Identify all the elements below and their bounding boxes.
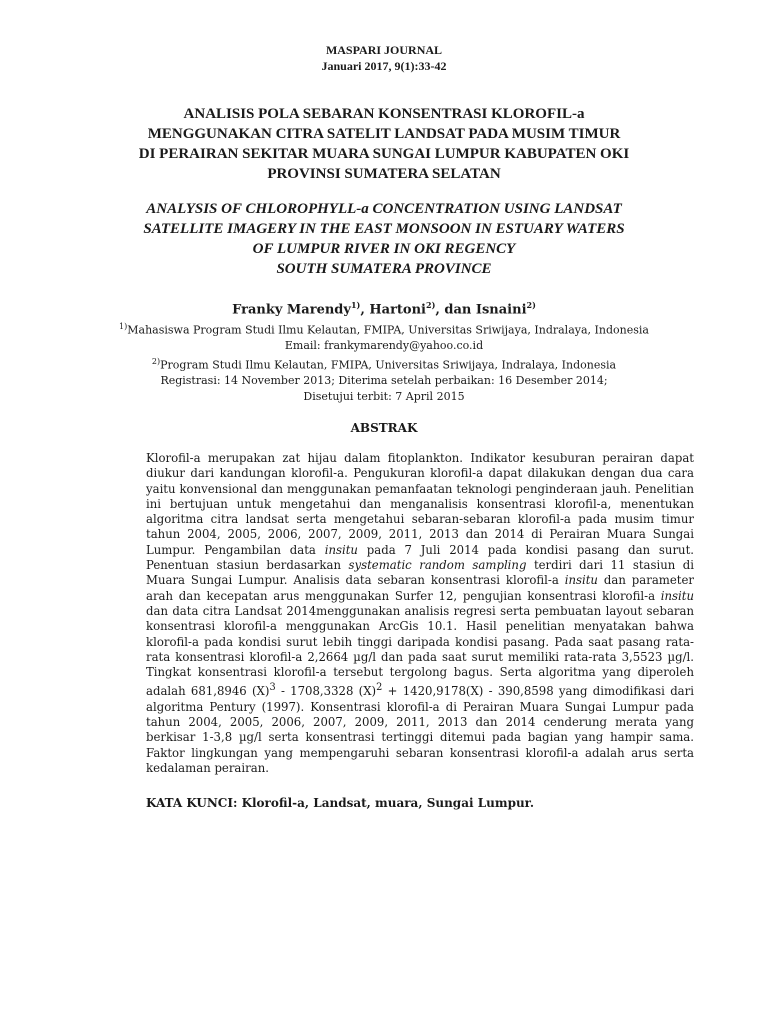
journal-issue: Januari 2017, 9(1):33-42: [321, 59, 447, 73]
title-line: ANALISIS POLA SEBARAN KONSENTRASI KLOROFIL-a: [183, 106, 585, 122]
affiliation-text: Program Studi Ilmu Kelautan, FMIPA, Universitas Sriwijaya, Indralaya, Indonesia: [160, 358, 617, 372]
title-line: MENGGUNAKAN CITRA SATELIT LANDSAT PADA MUSIM TIMUR: [147, 126, 621, 142]
abstract-text: + 1420,9178(X) - 390,8598 yang dimodifikasi dari algoritma Pentury (1997). Konsentrasi klorofil-a di Perairan Muara Sungai Lumpur pada tahun 2004, 2005, 2006, 2007, 2009, 2011, 2013 dan 2014 cenderung merata yang berkisar 1-3,8 µg/l serta konsentrasi tertinggi ditemui pada bagian yang hampir sama. Faktor lingkungan yang mempengaruhi sebaran konsentrasi klorofil-a adalah arus serta kedalaman perairan.: [146, 684, 694, 775]
author-affiliation-mark: 1): [350, 300, 361, 310]
affiliation-2: [60, 354, 708, 373]
affiliation-mark: 2): [151, 356, 161, 366]
title-line: OF LUMPUR RIVER IN OKI REGENCY: [252, 241, 516, 257]
affiliation-1: [60, 319, 708, 338]
abstract-text: dan parameter arah dan kecepatan arus menggunakan Surfer 12, pengujian konsentrasi klorofil-a: [146, 573, 694, 603]
title-english: [120, 199, 648, 279]
author-email: Email: frankymarendy@yahoo.co.id: [284, 339, 484, 353]
abstract-italic-term: insitu: [324, 542, 358, 557]
abstract-italic-term: insitu: [564, 573, 598, 588]
abstract-text: terdiri dari 11 stasiun di Muara Sungai Lumpur. Analisis data sebaran konsentrasi klorofil-a: [146, 558, 695, 588]
abstract-text: - 1708,3328 (X): [275, 684, 377, 699]
keywords: KATA KUNCI: Klorofil-a, Landsat, muara, Sungai Lumpur.: [146, 796, 535, 810]
exponent: 2: [376, 682, 383, 694]
author-affiliation-mark: 2): [426, 300, 436, 310]
abstract-italic-term: insitu: [660, 588, 694, 603]
title-indonesian: [120, 104, 648, 184]
journal-name: MASPARI JOURNAL: [325, 43, 443, 57]
author-name: , Hartoni: [360, 302, 426, 318]
author-affiliation-mark: 2): [526, 300, 536, 310]
approval-date: Disetujui terbit: 7 April 2015: [303, 389, 465, 403]
abstract-text: pada 7 Juli 2014 pada kondisi pasang dan surut. Penentuan stasiun berdasarkan: [146, 542, 694, 573]
author-name: Franky Marendy: [232, 302, 351, 318]
title-line: PROVINSI SUMATERA SELATAN: [267, 166, 501, 182]
abstract-heading: ABSTRAK: [350, 421, 418, 435]
authors-block: [60, 296, 708, 404]
title-line: DI PERAIRAN SEKITAR MUARA SUNGAI LUMPUR KABUPATEN OKI: [138, 146, 630, 162]
author-name: , dan Isnaini: [435, 302, 527, 318]
title-line: SATELLITE IMAGERY IN THE EAST MONSOON IN ESTUARY WATERS: [143, 221, 625, 237]
abstract-italic-term: systematic random sampling: [348, 558, 527, 573]
journal-header: [0, 42, 768, 74]
title-line: ANALYSIS OF CHLOROPHYLL-a CONCENTRATION USING LANDSAT: [146, 201, 622, 217]
affiliation-mark: 1): [119, 322, 128, 332]
author-list: [60, 296, 708, 319]
exponent: 3: [269, 682, 276, 694]
title-line: SOUTH SUMATERA PROVINCE: [276, 261, 492, 277]
abstract-body: [146, 451, 694, 776]
registration-dates: Registrasi: 14 November 2013; Diterima setelah perbaikan: 16 Desember 2014;: [160, 374, 608, 388]
abstract-text: Klorofil-a merupakan zat hijau dalam fitoplankton. Indikator kesuburan perairan dapat diukur dari kandungan klorofil-a. Pengukuran klorofil-a dapat dilakukan dengan dua cara yaitu konvensional dan menggunakan pemanfaatan teknologi penginderaan jauh. Penelitian ini bertujuan untuk mengetahui dan menganalisis konsentrasi klorofil-a, menentukan algoritma citra landsat serta mengetahui sebaran-sebaran klorofil-a pada musim timur tahun 2004, 2005, 2006, 2007, 2009, 2011, 2013 dan 2014 di Perairan Muara Sungai Lumpur. Pengambilan data: [146, 451, 694, 557]
abstract-text: dan data citra Landsat 2014menggunakan analisis regresi serta pembuatan layout sebaran konsentrasi klorofil-a menggunakan ArcGis 10.1. Hasil penelitian menyatakan bahwa klorofil-a pada kondisi surut lebih tinggi daripada kondisi pasang. Pada saat pasang rata-rata konsentrasi klorofil-a 2,2664 µg/l dan pada saat surut memiliki rata-rata 3,5523 µg/l. Tingkat konsentrasi klorofil-a tersebut tergolong bagus. Serta algoritma yang diperoleh adalah 681,8946 (X): [146, 603, 694, 699]
affiliation-text: Mahasiswa Program Studi Ilmu Kelautan, FMIPA, Universitas Sriwijaya, Indralaya, Indonesia: [127, 323, 649, 337]
